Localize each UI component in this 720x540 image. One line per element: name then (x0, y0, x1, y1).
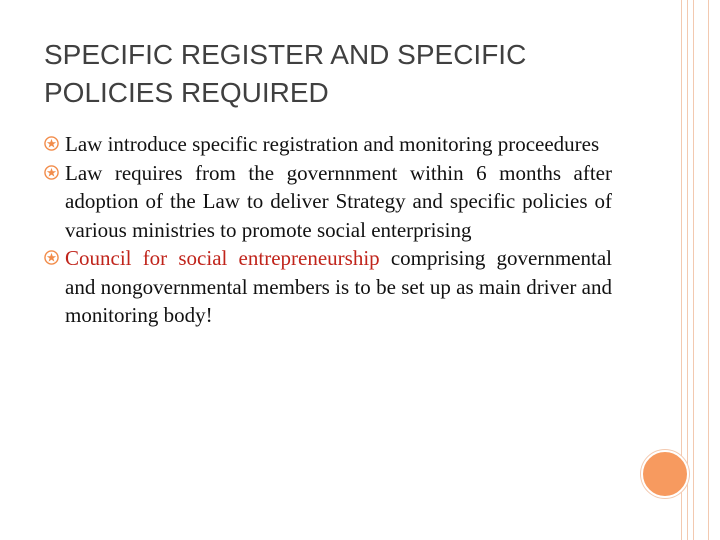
star-bullet-icon (44, 136, 59, 151)
bullet-item-council (44, 244, 612, 330)
decorative-rail (708, 0, 709, 540)
decorative-circle (641, 450, 689, 498)
slide-title: SPECIFIC REGISTER AND SPECIFIC POLICIES REQUIRED (44, 39, 527, 108)
bullet-text: comprising governmental and nongovernmental members is to be set up as main driver and monitoring body! (65, 246, 612, 327)
decorative-rail (693, 0, 694, 540)
bullet-list (44, 130, 612, 330)
bullet-text: Law introduce specific registration and monitoring proceedures (65, 132, 600, 156)
star-bullet-icon (44, 250, 59, 265)
bullet-text: Law requires from the governnment within 6 months after adoption of the Law to deliver Strategy and specific policies of various ministries to promote social enterprising (65, 160, 612, 242)
star-bullet-icon (44, 165, 59, 180)
decorative-rail (687, 0, 688, 540)
bullet-highlight-text: Council for social entrepreneurship (65, 246, 380, 270)
bullet-item-strategy (44, 159, 612, 245)
bullet-item-registration (44, 130, 612, 159)
